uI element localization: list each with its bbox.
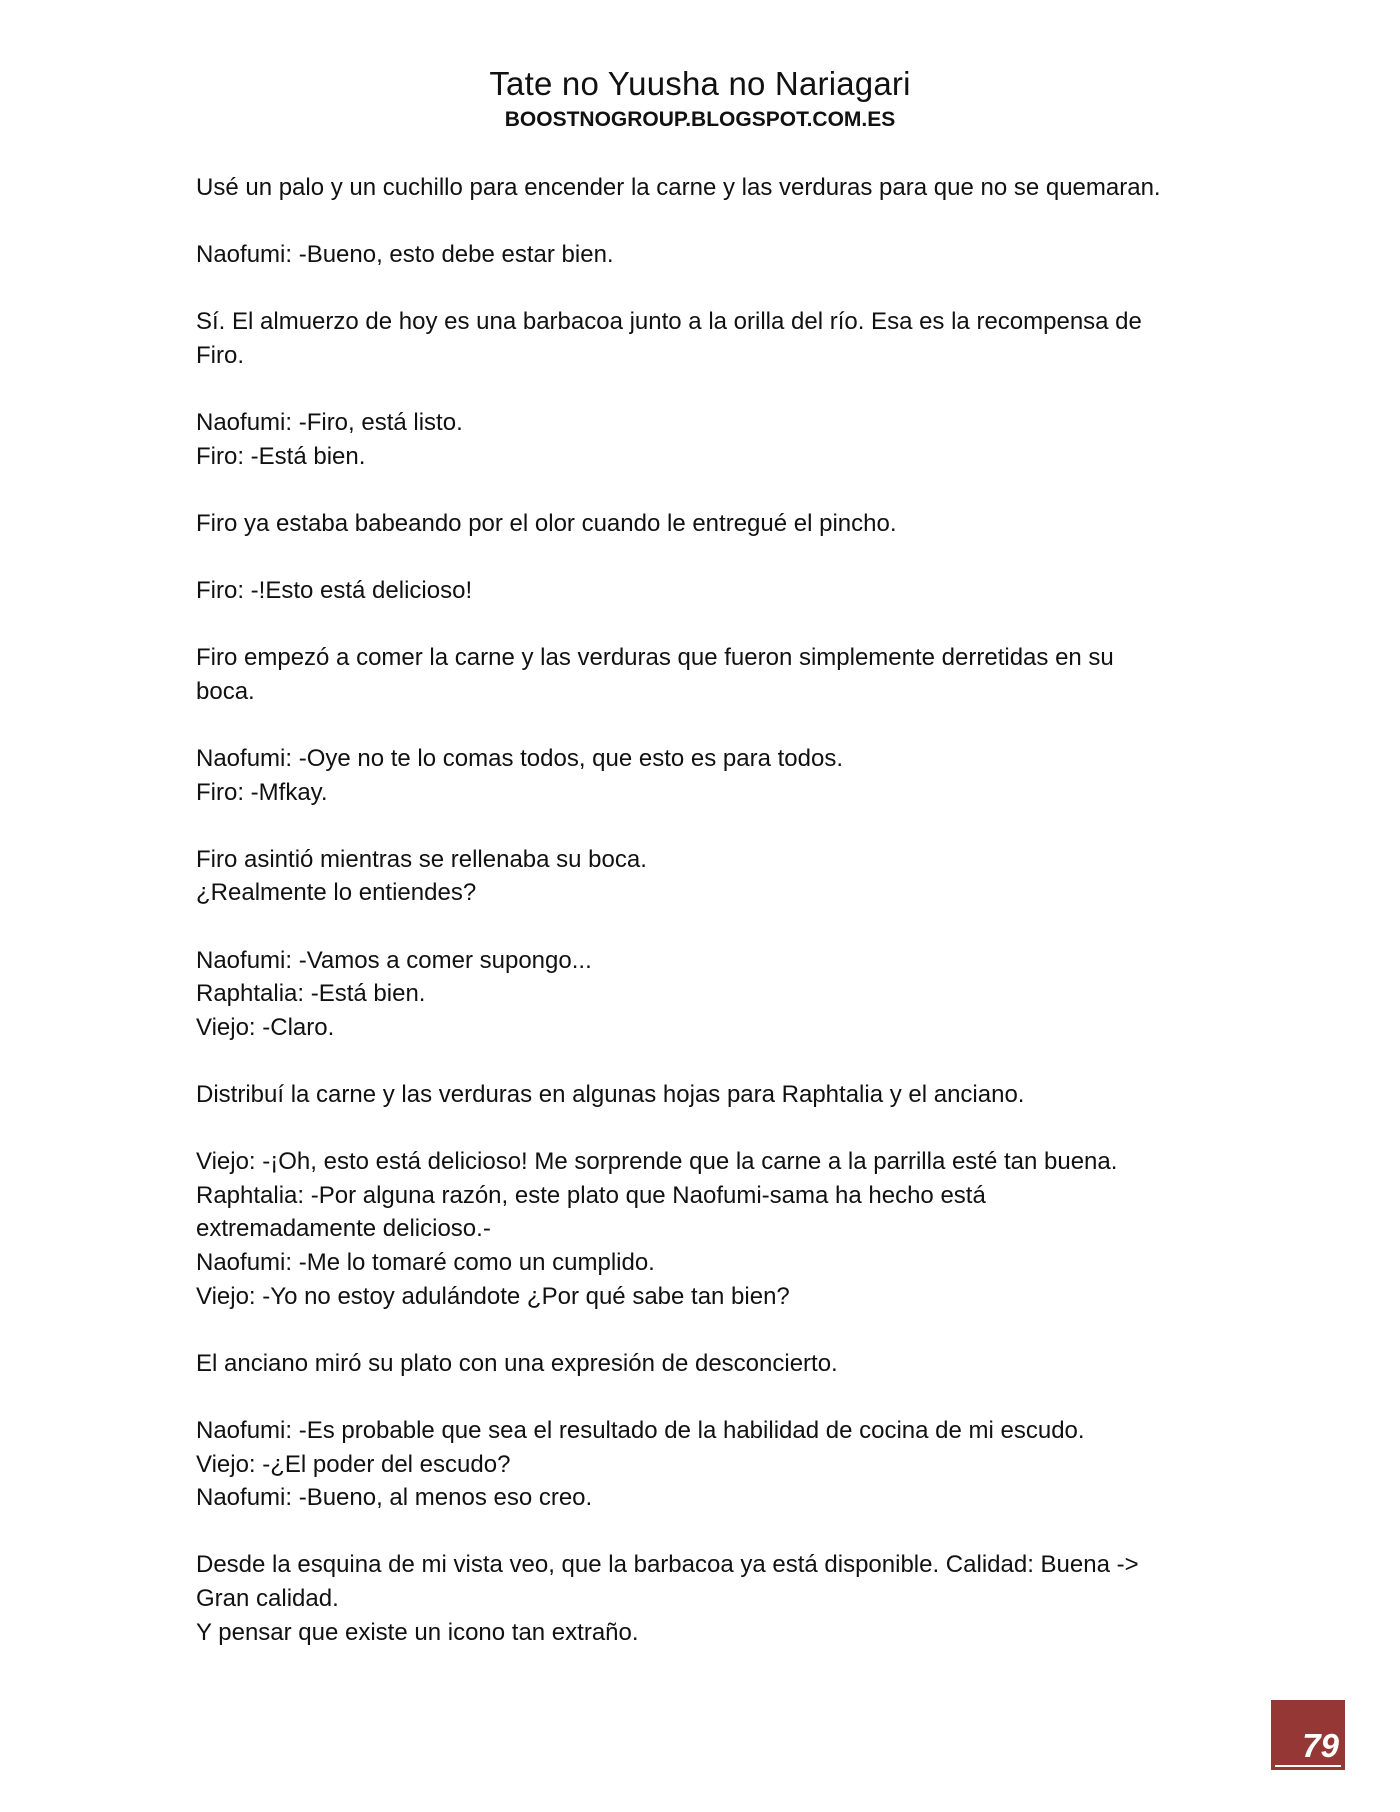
paragraph [196,406,1216,473]
text-line: extremadamente delicioso.- [196,1215,491,1243]
text-line: Viejo: -¿El poder del escudo? [196,1450,511,1478]
text-line: Naofumi: -Vamos a comer supongo... [196,946,592,974]
text-line: Firo: -Mfkay. [196,778,328,806]
text-line: Naofumi: -Es probable que sea el resultado de la habilidad de cocina de mi escudo. [196,1416,1085,1444]
paragraph [196,1347,1216,1381]
paragraph [196,944,1216,1045]
document-subtitle: BOOSTNOGROUP.BLOGSPOT.COM.ES [504,108,896,131]
page-number: 79 [1302,1727,1339,1764]
paragraph [196,305,1216,372]
text-line: Viejo: -¡Oh, esto está delicioso! Me sorprende que la carne a la parrilla esté tan buena. [196,1148,1118,1176]
page-number-badge [1271,1700,1345,1770]
document-title: Tate no Yuusha no Nariagari [489,65,911,102]
text-line: Firo. [196,341,244,369]
text-line: Gran calidad. [196,1584,339,1612]
text-line: El anciano miró su plato con una expresión de desconcierto. [196,1349,838,1377]
text-line: Naofumi: -Bueno, al menos eso creo. [196,1484,593,1512]
paragraph [196,1414,1216,1515]
document-body [196,171,1216,1683]
text-line: Firo: -!Esto está delicioso! [196,577,473,605]
text-line: Raphtalia: -Está bien. [196,980,426,1008]
text-line: Naofumi: -Bueno, esto debe estar bien. [196,241,614,269]
text-line: Y pensar que existe un icono tan extraño. [196,1618,639,1646]
text-line: Naofumi: -Me lo tomaré como un cumplido. [196,1249,655,1276]
paragraph [196,641,1216,708]
paragraph [196,507,1216,541]
text-line: Firo: -Está bien. [196,442,366,470]
text-line: ¿Realmente lo entiendes? [196,879,477,907]
paragraph [196,238,1216,272]
paragraph [196,171,1216,205]
paragraph [196,1145,1216,1313]
page-header [0,64,1400,134]
text-line: Raphtalia: -Por alguna razón, este plato que Naofumi-sama ha hecho está [196,1181,986,1209]
text-line: Desde la esquina de mi vista veo, que la barbacoa ya está disponible. Calidad: Buena -> [196,1551,1139,1579]
text-line: Viejo: -Yo no estoy adulándote ¿Por qué sabe tan bien? [196,1282,790,1310]
paragraph [196,1548,1216,1649]
paragraph [196,1078,1216,1112]
page-number-underline [1275,1765,1341,1767]
paragraph [196,574,1216,608]
text-line: Usé un palo y un cuchillo para encender la carne y las verduras para que no se quemaran. [196,174,1161,201]
text-line: Firo empezó a comer la carne y las verduras que fueron simplemente derretidas en su [196,644,1114,672]
text-line: Naofumi: -Firo, está listo. [196,409,463,437]
text-line: Distribuí la carne y las verduras en algunas hojas para Raphtalia y el anciano. [196,1081,1025,1109]
text-line: boca. [196,677,255,705]
paragraph [196,742,1216,809]
text-line: Naofumi: -Oye no te lo comas todos, que esto es para todos. [196,745,844,773]
text-line: Sí. El almuerzo de hoy es una barbacoa junto a la orilla del río. Esa es la recompensa de [196,308,1142,336]
text-line: Firo ya estaba babeando por el olor cuando le entregué el pincho. [196,509,897,537]
text-line: Firo asintió mientras se rellenaba su boca. [196,845,647,873]
text-line: Viejo: -Claro. [196,1013,335,1041]
paragraph [196,843,1216,910]
